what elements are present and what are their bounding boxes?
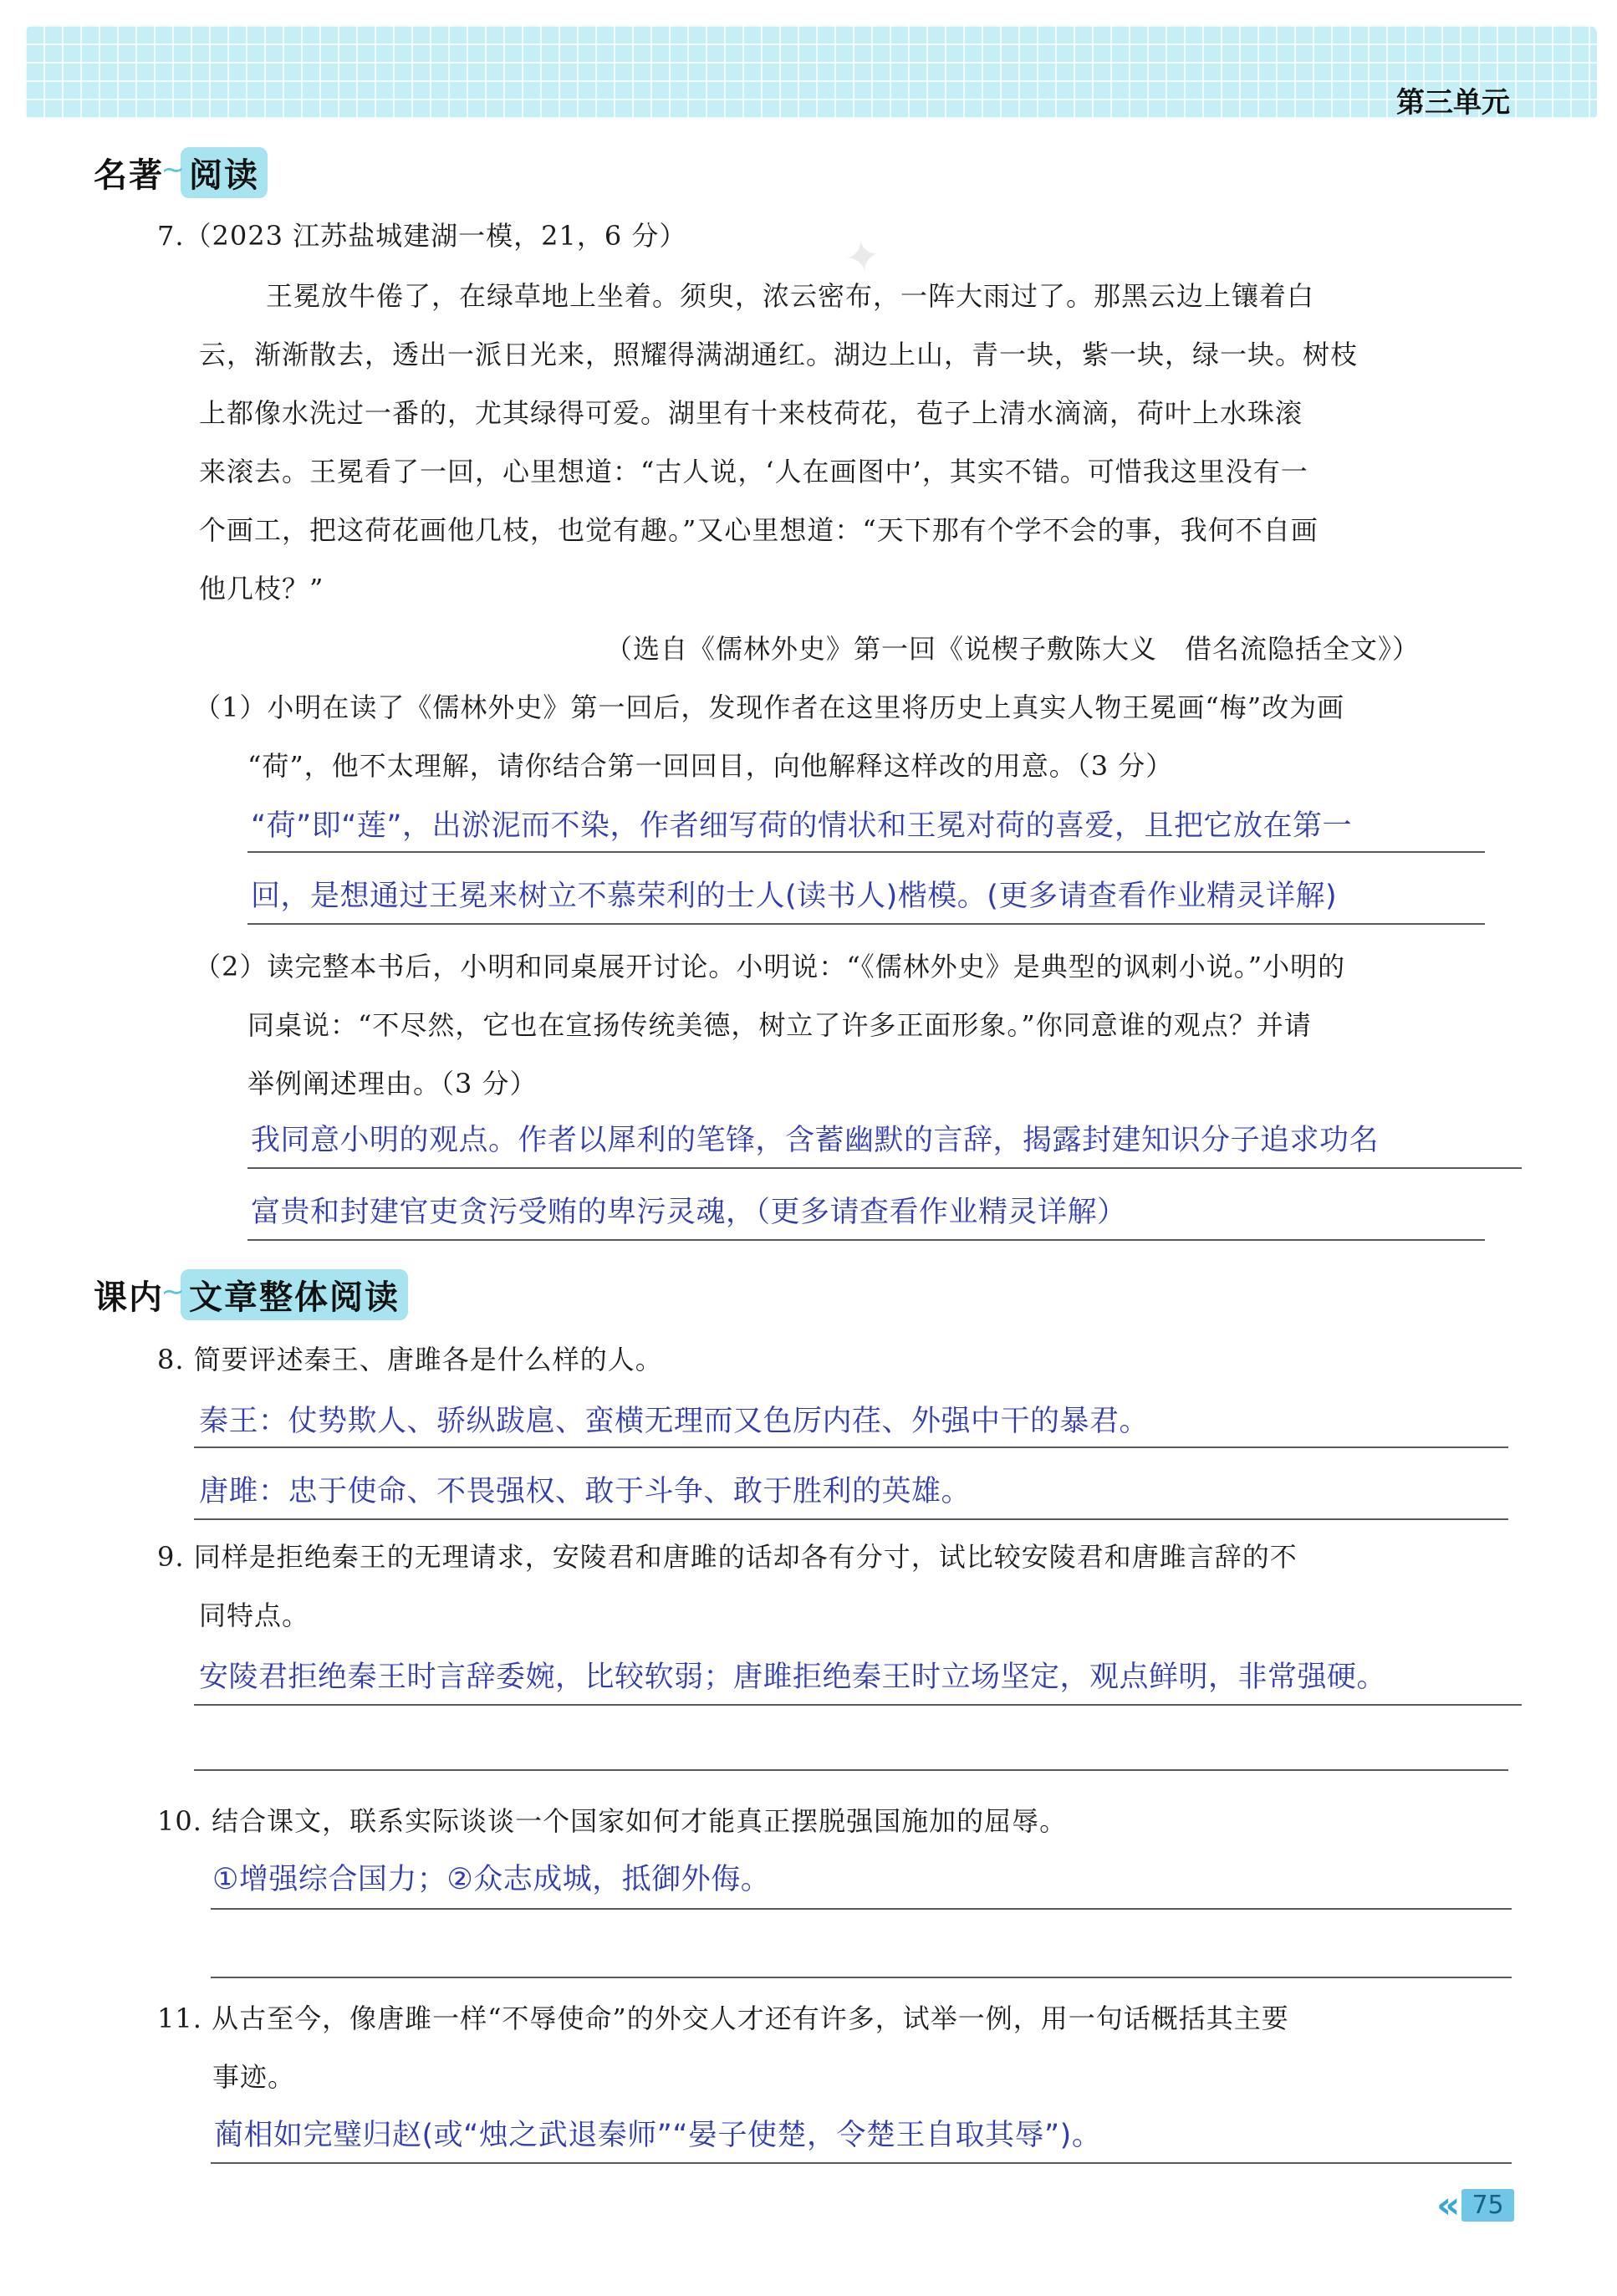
answer-line: 蔺相如完璧归赵(或“烛之武退秦师”“晏子使楚，令楚王自取其辱”)。: [214, 2119, 1102, 2152]
wave-icon: ≀: [156, 1287, 190, 1298]
section-heading-mingzhu: [94, 147, 268, 197]
answer-line: 我同意小明的观点。作者以犀利的笔锋，含蓄幽默的言辞，揭露封建知识分子追求功名: [251, 1124, 1380, 1157]
answer-line: 秦王：仗势欺人、骄纵跋扈、蛮横无理而又色厉内荏、外强中干的暴君。: [199, 1405, 1150, 1438]
page-number-tab: [1436, 2184, 1514, 2227]
answer-rule: [194, 1704, 1522, 1706]
q7-sub2: （2）读完整本书后，小明和同桌展开讨论。小明说：“《儒林外史》是典型的讽刺小说。”小明的: [194, 951, 1346, 982]
answer-line: 安陵君拒绝秦王时言辞委婉，比较软弱；唐雎拒绝秦王时立场坚定，观点鲜明，非常强硬。: [199, 1661, 1387, 1694]
passage-line: 他几枝？”: [199, 573, 324, 605]
answer-line: “荷”即“莲”，出淤泥而不染，作者细写荷的情状和王冕对荷的喜爱，且把它放在第一: [251, 809, 1353, 843]
q7-sub2: 举例阐述理由。（3 分）: [247, 1068, 538, 1100]
passage-line: 王冕放牛倦了，在绿草地上坐着。须臾，浓云密布，一阵大雨过了。那黑云边上镶着白: [266, 280, 1315, 312]
q11-question: 11. 从古至今，像唐雎一样“不辱使命”的外交人才还有许多，试举一例，用一句话概括其主要: [157, 2003, 1289, 2034]
answer-line: 唐雎：忠于使命、不畏强权、敢于斗争、敢于胜利的英雄。: [199, 1475, 972, 1508]
answer-rule: [211, 1977, 1512, 1978]
answer-rule: [247, 1167, 1522, 1169]
answer-line: 回，是想通过王冕来树立不慕荣利的士人(读书人)楷模。(更多请查看作业精灵详解): [251, 880, 1338, 913]
section-label: 名著: [94, 156, 164, 195]
watermark: ✦: [841, 230, 885, 285]
answer-line: 富贵和封建官吏贪污受贿的卑污灵魂，（更多请查看作业精灵详解）: [251, 1196, 1127, 1229]
answer-rule: [247, 1239, 1485, 1241]
passage-line: 来滚去。王冕看了一回，心里想道：“古人说，‘人在画图中’，其实不错。可惜我这里没有一: [199, 456, 1308, 487]
q7-sub2: 同桌说：“不尽然，它也在宣扬传统美德，树立了许多正面形象。”你同意谁的观点？并请: [247, 1009, 1312, 1041]
passage-source: （选自《儒林外史》第一回《说楔子敷陈大义 借名流隐括全文》）: [605, 633, 1421, 665]
wave-icon: ≀: [156, 165, 190, 176]
chevron-left-icon: «: [1436, 2184, 1451, 2227]
answer-rule: [247, 923, 1485, 925]
answer-rule: [194, 1446, 1508, 1448]
answer-rule: [211, 1908, 1512, 1910]
q9-question: 同特点。: [199, 1600, 310, 1631]
q7-sub1: “荷”，他不太理解，请你结合第一回回目，向他解释这样改的用意。（3 分）: [247, 750, 1174, 782]
q7-heading: 7.（2023 江苏盐城建湖一模，21，6 分）: [157, 220, 687, 252]
unit-title: 第三单元: [1396, 86, 1510, 120]
answer-line: ①增强综合国力；②众志成城，抵御外侮。: [212, 1863, 771, 1896]
q8-question: 8. 简要评述秦王、唐雎各是什么样的人。: [157, 1344, 663, 1375]
section-highlight: 阅读: [181, 147, 268, 198]
section-label: 课内: [94, 1278, 164, 1317]
q11-question: 事迹。: [212, 2061, 296, 2093]
passage-line: 个画工，把这荷花画他几枝，也觉有趣。”又心里想道：“天下那有个学不会的事，我何不自画: [199, 514, 1319, 546]
q7-sub1: （1）小明在读了《儒林外史》第一回后，发现作者在这里将历史上真实人物王冕画“梅”改为画: [194, 691, 1345, 723]
answer-rule: [194, 1518, 1508, 1520]
passage-line: 上都像水洗过一番的，尤其绿得可爱。湖里有十来枝荷花，苞子上清水滴滴，荷叶上水珠滚: [199, 397, 1303, 429]
answer-rule: [247, 851, 1485, 853]
q10-question: 10. 结合课文，联系实际谈谈一个国家如何才能真正摆脱强国施加的屈辱。: [157, 1805, 1068, 1837]
page-number: 75: [1461, 2189, 1513, 2222]
answer-rule: [194, 1769, 1508, 1771]
section-heading-kenei: [94, 1269, 408, 1319]
answer-rule: [211, 2162, 1512, 2164]
q9-question: 9. 同样是拒绝秦王的无理请求，安陵君和唐雎的话却各有分寸，试比较安陵君和唐雎言辞的不: [157, 1541, 1298, 1573]
passage-line: 云，渐渐散去，透出一派日光来，照耀得满湖通红。湖边上山，青一块，紫一块，绿一块。树枝: [199, 339, 1359, 370]
section-highlight: 文章整体阅读: [181, 1269, 408, 1320]
header-band: [25, 25, 1597, 119]
